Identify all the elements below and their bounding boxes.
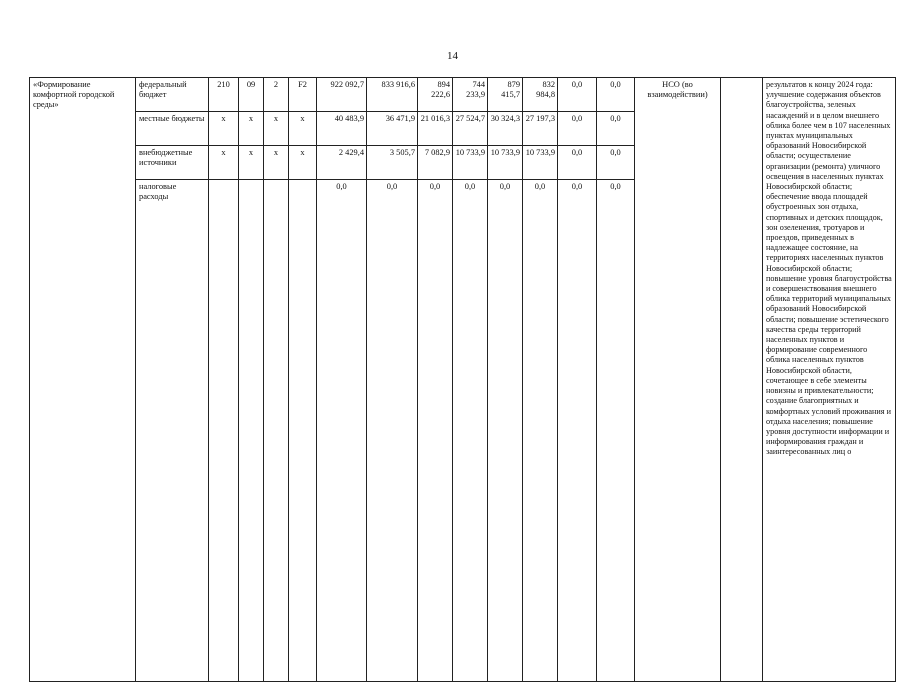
amount-cell: 0,0 [558, 146, 597, 180]
budget-code: х [209, 112, 239, 146]
amount-cell: 27 524,7 [453, 112, 488, 146]
amount-cell: 0,0 [367, 180, 418, 682]
budget-code: 210 [209, 78, 239, 112]
amount-cell: 894 222,6 [418, 78, 453, 112]
funding-source: налоговые расходы [136, 180, 209, 682]
budget-code [264, 180, 289, 682]
executor-cell: НСО (во взаимодействии) [635, 78, 721, 682]
amount-cell: 0,0 [488, 180, 523, 682]
amount-cell: 3 505,7 [367, 146, 418, 180]
amount-cell: 40 483,9 [317, 112, 367, 146]
budget-code [289, 180, 317, 682]
project-name-cell: «Формирование комфортной городской среды» [30, 78, 136, 682]
amount-cell: 0,0 [597, 180, 635, 682]
amount-cell: 10 733,9 [453, 146, 488, 180]
budget-code: х [264, 112, 289, 146]
funding-source: внебюджетные источники [136, 146, 209, 180]
amount-cell: 10 733,9 [523, 146, 558, 180]
amount-cell: 2 429,4 [317, 146, 367, 180]
amount-cell: 10 733,9 [488, 146, 523, 180]
finance-table [29, 77, 896, 682]
budget-code: х [289, 112, 317, 146]
budget-code: F2 [289, 78, 317, 112]
amount-cell: 27 197,3 [523, 112, 558, 146]
budget-code: х [239, 146, 264, 180]
amount-cell: 36 471,9 [367, 112, 418, 146]
amount-cell: 0,0 [597, 146, 635, 180]
amount-cell: 0,0 [558, 78, 597, 112]
amount-cell: 744 233,9 [453, 78, 488, 112]
amount-cell: 0,0 [453, 180, 488, 682]
empty-cell [721, 78, 763, 682]
amount-cell: 922 092,7 [317, 78, 367, 112]
amount-cell: 879 415,7 [488, 78, 523, 112]
budget-code: 2 [264, 78, 289, 112]
funding-source: федеральный бюджет [136, 78, 209, 112]
budget-code [209, 180, 239, 682]
amount-cell: 30 324,3 [488, 112, 523, 146]
amount-cell: 0,0 [523, 180, 558, 682]
amount-cell: 7 082,9 [418, 146, 453, 180]
budget-code: х [239, 112, 264, 146]
budget-code: 09 [239, 78, 264, 112]
amount-cell: 0,0 [418, 180, 453, 682]
amount-cell: 0,0 [597, 78, 635, 112]
table-row [30, 78, 896, 112]
amount-cell: 0,0 [558, 180, 597, 682]
budget-code: х [264, 146, 289, 180]
page-number: 14 [447, 50, 458, 62]
funding-source: местные бюджеты [136, 112, 209, 146]
amount-cell: 833 916,6 [367, 78, 418, 112]
budget-code [239, 180, 264, 682]
amount-cell: 832 984,8 [523, 78, 558, 112]
amount-cell: 0,0 [317, 180, 367, 682]
expected-results-cell: результатов к концу 2024 года: улучшение содержания объектов благоустройства, зеленых насаждений и в целом внешнего облика более чем в 107 населенных пунктах муниципальных образований Новосибирской области; осуществление организации (ремонта) уличного освещения в населенных пунктах Новосибирской области; обеспечение ввода площадей обустроенных зон отдыха, спортивных и детских площадок, зон озеленения, тротуаров и проездов, приведенных в надлежащее состояние, на территориях населенных пунктов Новосибирской области; повышение уровня благоустройства и совершенствования внешнего облика территорий муниципальных образований Новосибирской области; повышение эстетического качества среды территорий населенных пунктов и формирование современного облика населенных пунктов Новосибирской области, сочетающее в себе элементы новизны и привлекательности; создание благоприятных и комфортных условий проживания и отдыха населения; повышение уровня доступности информации и информирования граждан и заинтересованных лиц о [763, 78, 896, 682]
budget-code: х [289, 146, 317, 180]
amount-cell: 0,0 [558, 112, 597, 146]
budget-code: х [209, 146, 239, 180]
amount-cell: 21 016,3 [418, 112, 453, 146]
amount-cell: 0,0 [597, 112, 635, 146]
